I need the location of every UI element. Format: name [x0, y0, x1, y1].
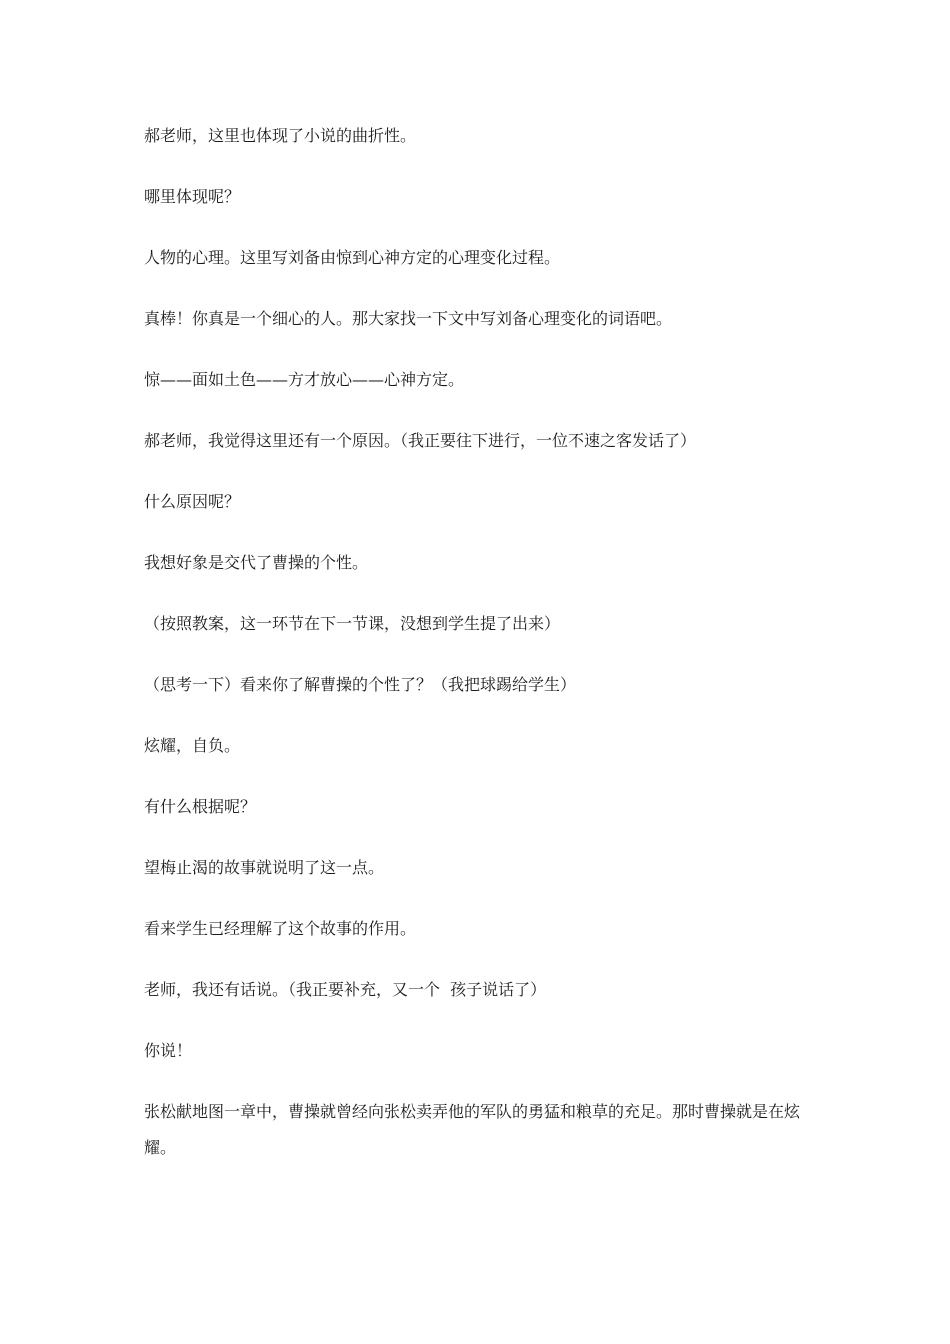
paragraph-10: （思考一下）看来你了解曹操的个性了？（我把球踢给学生）	[144, 675, 577, 694]
document-body	[144, 118, 814, 1166]
paragraph-4: 真棒！你真是一个细心的人。那大家找一下文中写刘备心理变化的词语吧。	[144, 309, 673, 328]
paragraph-2: 哪里体现呢？	[144, 187, 241, 206]
paragraph-8: 我想好象是交代了曹操的个性。	[144, 553, 369, 572]
paragraph-17: 张松献地图一章中，曹操就曾经向张松卖弄他的军队的勇猛和粮草的充足。那时曹操就是在炫耀。	[144, 1102, 801, 1157]
paragraph-12: 有什么根据呢？	[144, 797, 257, 816]
paragraph-11: 炫耀，自负。	[144, 736, 241, 755]
paragraph-14: 看来学生已经理解了这个故事的作用。	[144, 919, 417, 938]
paragraph-9: （按照教案，这一环节在下一节课，没想到学生提了出来）	[144, 614, 561, 633]
paragraph-6: 郝老师，我觉得这里还有一个原因。（我正要往下进行，一位不速之客发话了）	[144, 431, 697, 450]
paragraph-13: 望梅止渴的故事就说明了这一点。	[144, 858, 385, 877]
paragraph-3: 人物的心理。这里写刘备由惊到心神方定的心理变化过程。	[144, 248, 561, 267]
paragraph-7: 什么原因呢？	[144, 492, 241, 511]
paragraph-15: 老师，我还有话说。（我正要补充，又一个 孩子说话了）	[144, 980, 547, 999]
paragraph-1: 郝老师，这里也体现了小说的曲折性。	[144, 126, 417, 145]
paragraph-16: 你说！	[144, 1041, 193, 1060]
paragraph-5: 惊——面如土色——方才放心——心神方定。	[144, 370, 465, 389]
